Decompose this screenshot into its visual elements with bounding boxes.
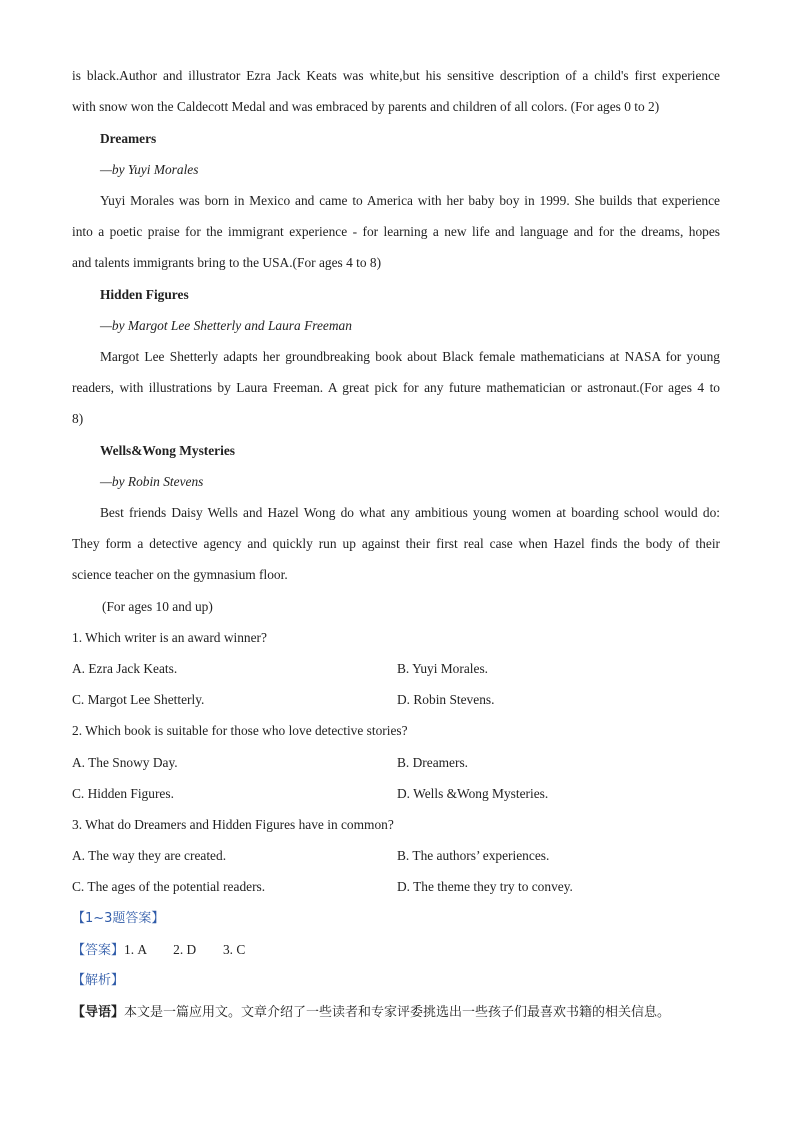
question-3-stem: 3. What do Dreamers and Hidden Figures have in common?: [72, 817, 394, 832]
book-desc-dreamers-line-1: Yuyi Morales was born in Mexico and came to America with her baby boy in 1999. She builds that experience: [100, 193, 720, 208]
guide-label: 【导语】: [72, 1005, 125, 1020]
question-3-option-d: D. The theme they try to convey.: [397, 879, 573, 894]
question-2-stem: 2. Which book is suitable for those who love detective stories?: [72, 723, 408, 738]
book-desc-wells-wong-line-2: They form a detective agency and quickly run up against their first real case when Hazel finds the body of their: [72, 536, 720, 551]
book-desc-hidden-figures-line-1: Margot Lee Shetterly adapts her groundbreaking book about Black female mathematicians at NASA for young: [100, 349, 720, 364]
book-title-hidden-figures: Hidden Figures: [100, 287, 189, 302]
question-1-option-b: B. Yuyi Morales.: [397, 661, 488, 676]
guide-text: 本文是一篇应用文。文章介绍了一些读者和专家评委挑选出一些孩子们最喜欢书籍的相关信息。: [124, 1005, 671, 1020]
book-author-wells-wong: —by Robin Stevens: [100, 474, 204, 489]
answer-line: [72, 941, 245, 960]
question-2-option-d: D. Wells &Wong Mysteries.: [397, 786, 549, 801]
question-3-option-c: C. The ages of the potential readers.: [72, 879, 266, 894]
book-desc-wells-wong-line-3: science teacher on the gymnasium floor.: [72, 567, 288, 582]
book-title-wells-wong: Wells&Wong Mysteries: [100, 443, 236, 458]
book-title-dreamers: Dreamers: [100, 131, 157, 146]
book-desc-dreamers-line-2: into a poetic praise for the immigrant experience - for learning a new life and language and for the dreams, hopes: [72, 224, 720, 239]
question-1-option-a: A. Ezra Jack Keats.: [72, 661, 178, 676]
analysis-heading: 【解析】: [72, 973, 125, 988]
question-1-option-d: D. Robin Stevens.: [397, 692, 495, 707]
book-desc-dreamers-line-3: and talents immigrants bring to the USA.(For ages 4 to 8): [72, 255, 382, 270]
question-1-option-c: C. Margot Lee Shetterly.: [72, 692, 205, 707]
passage-intro-line-2: with snow won the Caldecott Medal and was embraced by parents and children of all colors. (For ages 0 to 2): [72, 99, 660, 114]
book-desc-wells-wong-line-1: Best friends Daisy Wells and Hazel Wong do what any ambitious young women at boarding school would do:: [100, 505, 720, 520]
question-3-option-b: B. The authors’ experiences.: [397, 848, 550, 863]
book-author-dreamers: —by Yuyi Morales: [100, 162, 199, 177]
book-author-hidden-figures: —by Margot Lee Shetterly and Laura Freeman: [100, 318, 352, 333]
answer-values: 1. A 2. D 3. C: [124, 942, 246, 957]
book-desc-hidden-figures-line-3: 8): [72, 411, 84, 426]
question-1-stem: 1. Which writer is an award winner?: [72, 630, 267, 645]
passage-intro-line-1: is black.Author and illustrator Ezra Jack Keats was white,but his sensitive description of a child's first experience: [72, 68, 720, 83]
guide-line: [72, 1003, 670, 1022]
question-2-option-a: A. The Snowy Day.: [72, 755, 178, 770]
answer-label: 【答案】: [72, 943, 125, 958]
question-2-option-c: C. Hidden Figures.: [72, 786, 174, 801]
answer-section-heading: 【1~3题答案】: [72, 911, 165, 926]
question-3-option-a: A. The way they are created.: [72, 848, 227, 863]
book-desc-hidden-figures-line-2: readers, with illustrations by Laura Freeman. A great pick for any future mathematician or astronaut.(For ages 4 to: [72, 380, 720, 395]
book-ages-wells-wong: (For ages 10 and up): [102, 599, 213, 614]
question-2-option-b: B. Dreamers.: [397, 755, 469, 770]
